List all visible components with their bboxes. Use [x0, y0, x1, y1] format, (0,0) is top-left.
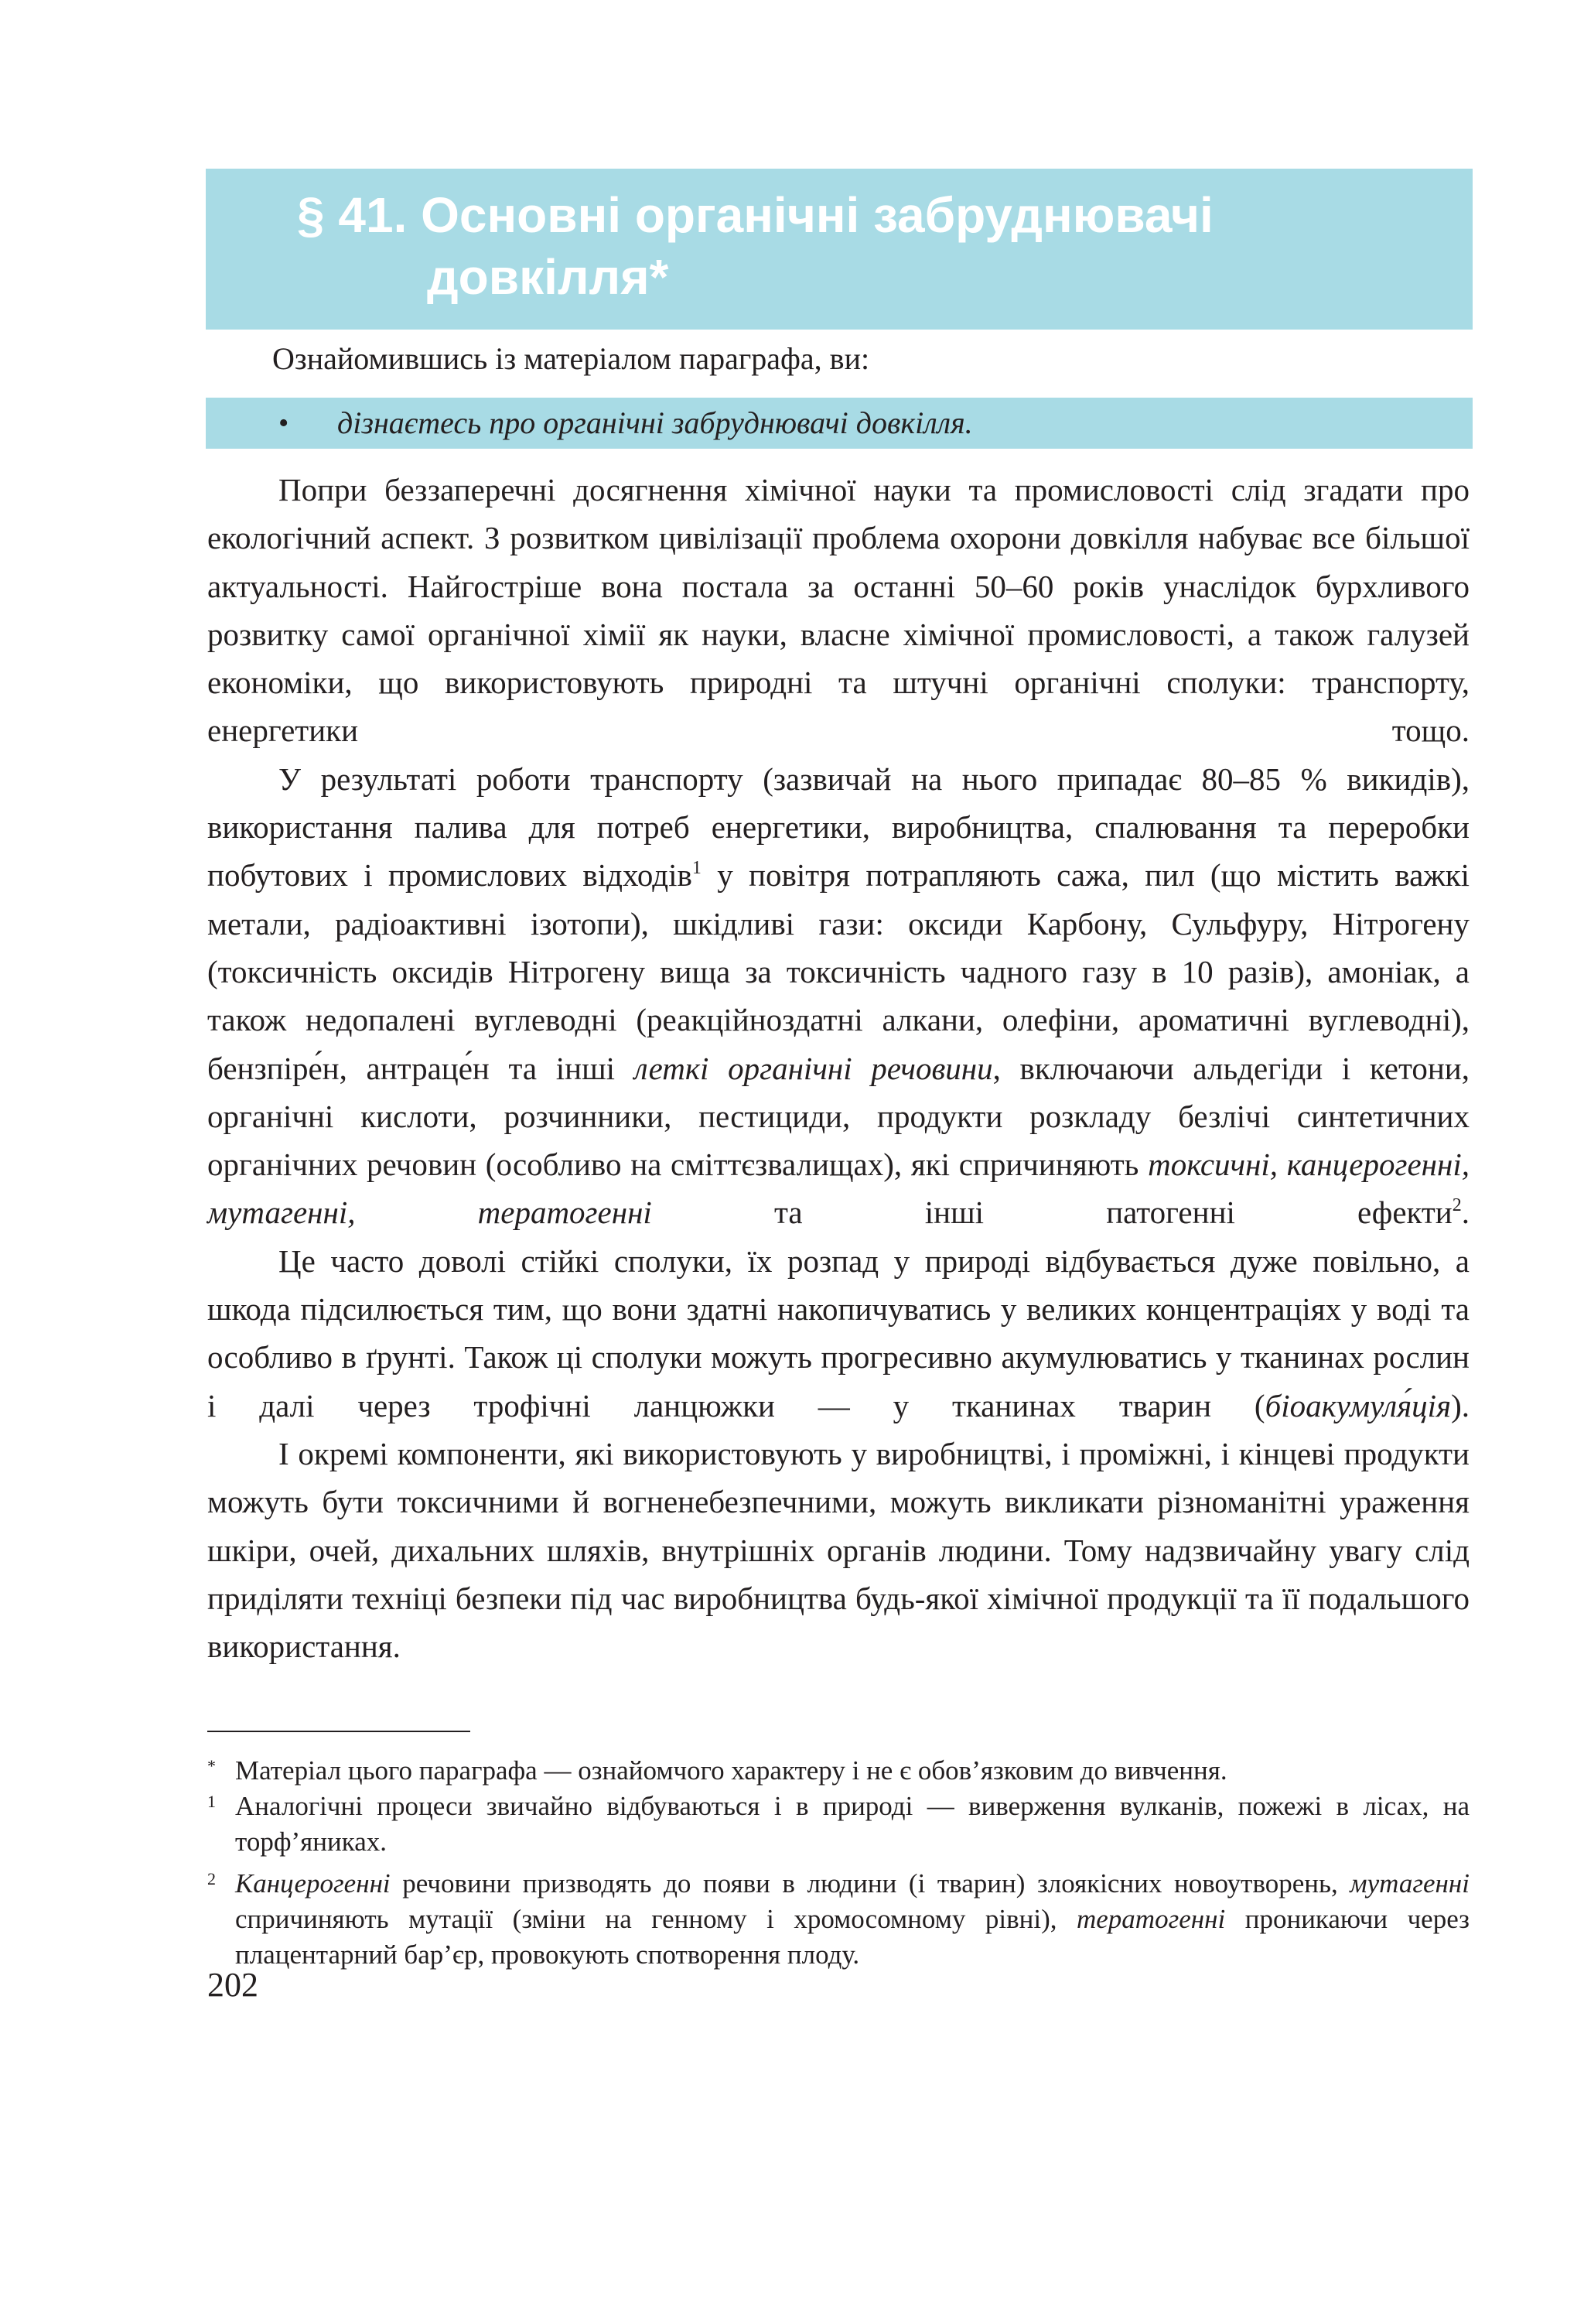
footnote-1-mark: 1: [207, 1792, 216, 1811]
section-title-line-1: § 41. Основні органічні забруднювачі: [297, 187, 1214, 243]
p2-text-3: , включаючи альдегіди і кетони, органічні кислоти, розчинники, пестициди, продукти розкладу безлічі синтетичних органічних речовин (особливо на сміттєзвалищах), які спричиняють: [207, 1050, 1470, 1183]
footnote-star-text: Матеріал цього параграфа — ознайомчого характеру і не є обов’язковим до вивчення.: [235, 1755, 1227, 1786]
p2-text-1: У результаті роботи транспорту (зазвичай на нього припадає 80–85 % викидів), використання палива для потреб енергетики, виробництва, спалювання та переробки побутових і промислових відходів: [207, 760, 1470, 894]
paragraph-3: [207, 1237, 1470, 1430]
section-title-line-2: довкілля*: [427, 249, 669, 305]
objective-item: дізнаєтесь про органічні забруднювачі довкілля.: [337, 405, 973, 440]
p2-text-5: .: [1461, 1194, 1470, 1231]
p2-text-4: та інші патогенні ефекти: [651, 1194, 1453, 1231]
footnote-2-mark: 2: [207, 1869, 216, 1888]
footnotes: [207, 1753, 1470, 1973]
footnote-ref-2[interactable]: 2: [1452, 1195, 1462, 1216]
paragraph-1: [207, 466, 1470, 755]
p2-italic-1: леткі органічні речовини: [633, 1050, 993, 1086]
p2-text-2: у повітря потрапляють сажа, пил (що містить важкі метали, радіоактивні ізотопи), шкідливі гази: оксиди Карбону, Сульфуру, Нітрогену (токсичність оксидів Нітрогену вища за токсичність чадного газу в 10 разів), амоніак, а також недопалені вуглеводні (реакційноздатні алкани, олефіни, ароматичні вуглеводні), бензпіре́н, антраце́н та інші: [207, 857, 1470, 1086]
page-number: 202: [207, 1966, 258, 2004]
paragraph-2: [207, 755, 1470, 1237]
p3-text-1: Це часто доволі стійкі сполуки, їх розпад у природі відбувається дуже повільно, а шкода підсилюється тим, що вони здатні накопичуватись у великих концентраціях у воді та особливо в ґрунті. Також ці сполуки можуть прогресивно акумулюватись у тканинах рослин і далі через трофічні ланцюжки — у тканинах тварин (: [207, 1242, 1470, 1423]
footnote-2-italic-3: тератогенні: [1077, 1904, 1226, 1934]
footnote-2: [207, 1866, 1470, 1973]
bullet-icon: •: [278, 407, 289, 439]
p2-italic-2: токсичні, канцерогенні, мутагенні, тератогенні: [207, 1147, 1470, 1231]
footnote-divider: [207, 1731, 470, 1732]
footnote-2-text-1: речовини призводять до появи в людини (і тварин) злоякісних новоутворень,: [390, 1868, 1350, 1899]
paragraph-4: [207, 1430, 1470, 1670]
p3-text-2: ).: [1451, 1387, 1470, 1423]
footnote-2-text-3: проникаючи через плацентарний бар’єр, провокують спотворення плоду.: [235, 1904, 1470, 1970]
footnote-ref-1[interactable]: 1: [691, 858, 702, 879]
footnote-1-text: Аналогічні процеси звичайно відбуваються і в природі — виверження вулканів, пожежі в лісах, на торф’яниках.: [235, 1791, 1470, 1857]
footnote-2-italic-2: мутагенні: [1350, 1868, 1470, 1899]
footnote-2-text-2: спричиняють мутації (зміни на генному і хромосомному рівні),: [235, 1904, 1077, 1934]
paragraph-4-text: І окремі компоненти, які використовують у виробництві, і проміжні, і кінцеві продукти можуть бути токсичними й вогненебезпечними, можуть викликати різноманітні ураження шкіри, очей, дихальних шляхів, внутрішніх органів людини. Тому надзвичайну увагу слід приділяти техніці безпеки під час виробництва будь-якої хімічної продукції та її подальшого використання.: [207, 1435, 1470, 1665]
footnote-1: [207, 1789, 1470, 1860]
objectives-intro: Ознайомившись із матеріалом параграфа, ви:: [272, 341, 870, 376]
footnote-star-mark: *: [207, 1756, 216, 1775]
p3-italic: біоакумуля́ція: [1265, 1387, 1452, 1423]
paragraph-1-text: Попри беззаперечні досягнення хімічної науки та промисловості слід згадати про екологічний аспект. З розвитком цивілізації проблема охорони довкілля набуває все більшої актуальності. Найгостріше вона постала за останні 50–60 років унаслідок бурхливого розвитку самої органічної хімії як науки, власне хімічної промисловості, а також галузей економіки, що використовують природні та штучні органічні сполуки: транспорту, енергетики тощо.: [207, 472, 1470, 749]
footnote-2-italic-1: Канцерогенні: [235, 1868, 391, 1899]
body-text: [207, 466, 1470, 1670]
footnote-star: [207, 1753, 1470, 1789]
